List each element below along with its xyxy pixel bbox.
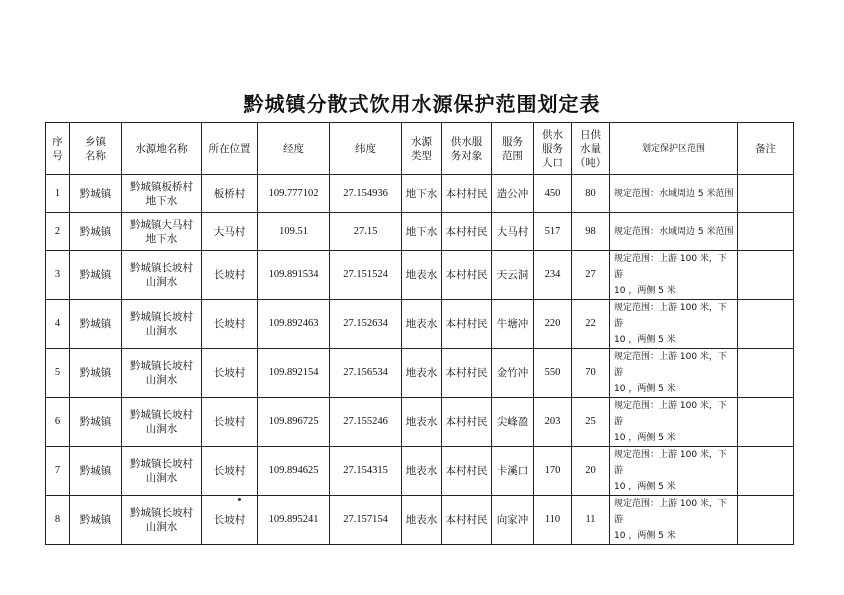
table-row bbox=[46, 175, 794, 213]
cell-source-type: 地下水 bbox=[402, 175, 442, 213]
cell-protection-scope: 规定范围：水域周边 5 米范围 bbox=[610, 175, 738, 213]
cell-location: 大马村 bbox=[202, 213, 258, 251]
cell-source-name: 黔城镇大马村 地下水 bbox=[122, 213, 202, 251]
scan-speck bbox=[238, 498, 241, 501]
cell-daily-volume: 98 bbox=[572, 213, 610, 251]
cell-population: 170 bbox=[534, 447, 572, 496]
cell-population: 234 bbox=[534, 251, 572, 300]
water-source-table bbox=[45, 122, 794, 545]
cell-latitude: 27.154315 bbox=[330, 447, 402, 496]
cell-protection-scope: 规定范围：上游 100 米，下游 10 ，两侧 5 米 bbox=[610, 496, 738, 545]
cell-town: 黔城镇 bbox=[70, 175, 122, 213]
cell-longitude: 109.51 bbox=[258, 213, 330, 251]
header-source-type: 水源 类型 bbox=[402, 123, 442, 175]
table-row bbox=[46, 251, 794, 300]
cell-town: 黔城镇 bbox=[70, 300, 122, 349]
cell-source-name: 黔城镇长坡村 山涧水 bbox=[122, 398, 202, 447]
cell-location: 长坡村 bbox=[202, 300, 258, 349]
cell-protection-scope: 规定范围：上游 100 米，下游 10 ，两侧 5 米 bbox=[610, 447, 738, 496]
cell-population: 450 bbox=[534, 175, 572, 213]
table-row bbox=[46, 349, 794, 398]
header-service-area: 服务 范围 bbox=[492, 123, 534, 175]
cell-service-area: 卡溪口 bbox=[492, 447, 534, 496]
header-remarks: 备注 bbox=[738, 123, 794, 175]
cell-town: 黔城镇 bbox=[70, 398, 122, 447]
cell-daily-volume: 25 bbox=[572, 398, 610, 447]
cell-source-type: 地下水 bbox=[402, 213, 442, 251]
cell-source-type: 地表水 bbox=[402, 447, 442, 496]
cell-supply-target: 本村村民 bbox=[442, 447, 492, 496]
cell-supply-target: 本村村民 bbox=[442, 213, 492, 251]
cell-daily-volume: 70 bbox=[572, 349, 610, 398]
cell-source-type: 地表水 bbox=[402, 251, 442, 300]
cell-longitude: 109.894625 bbox=[258, 447, 330, 496]
cell-source-type: 地表水 bbox=[402, 300, 442, 349]
cell-location: 长坡村 bbox=[202, 447, 258, 496]
cell-seq: 3 bbox=[46, 251, 70, 300]
cell-service-area: 尖峰盈 bbox=[492, 398, 534, 447]
table-row bbox=[46, 496, 794, 545]
header-daily-volume: 日供 水量 （吨） bbox=[572, 123, 610, 175]
cell-remarks bbox=[738, 496, 794, 545]
cell-seq: 2 bbox=[46, 213, 70, 251]
cell-source-type: 地表水 bbox=[402, 398, 442, 447]
cell-seq: 1 bbox=[46, 175, 70, 213]
table-header-row bbox=[46, 123, 794, 175]
cell-daily-volume: 20 bbox=[572, 447, 610, 496]
cell-seq: 8 bbox=[46, 496, 70, 545]
cell-location: 长坡村 bbox=[202, 349, 258, 398]
cell-daily-volume: 22 bbox=[572, 300, 610, 349]
header-town: 乡镇 名称 bbox=[70, 123, 122, 175]
cell-supply-target: 本村村民 bbox=[442, 349, 492, 398]
header-longitude: 经度 bbox=[258, 123, 330, 175]
table-row bbox=[46, 213, 794, 251]
cell-remarks bbox=[738, 447, 794, 496]
cell-latitude: 27.154936 bbox=[330, 175, 402, 213]
cell-supply-target: 本村村民 bbox=[442, 300, 492, 349]
cell-protection-scope: 规定范围：水域周边 5 米范围 bbox=[610, 213, 738, 251]
cell-longitude: 109.892463 bbox=[258, 300, 330, 349]
cell-seq: 4 bbox=[46, 300, 70, 349]
header-protection-scope: 划定保护区范围 bbox=[610, 123, 738, 175]
cell-population: 550 bbox=[534, 349, 572, 398]
cell-latitude: 27.157154 bbox=[330, 496, 402, 545]
cell-location: 长坡村 bbox=[202, 398, 258, 447]
cell-source-name: 黔城镇长坡村 山涧水 bbox=[122, 496, 202, 545]
cell-protection-scope: 规定范围：上游 100 米，下游 10 ，两侧 5 米 bbox=[610, 251, 738, 300]
cell-service-area: 天云洞 bbox=[492, 251, 534, 300]
table-row bbox=[46, 398, 794, 447]
cell-service-area: 金竹冲 bbox=[492, 349, 534, 398]
cell-remarks bbox=[738, 175, 794, 213]
cell-remarks bbox=[738, 300, 794, 349]
cell-remarks bbox=[738, 349, 794, 398]
header-latitude: 纬度 bbox=[330, 123, 402, 175]
cell-latitude: 27.151524 bbox=[330, 251, 402, 300]
cell-source-name: 黔城镇长坡村 山涧水 bbox=[122, 251, 202, 300]
cell-service-area: 牛塘冲 bbox=[492, 300, 534, 349]
cell-daily-volume: 80 bbox=[572, 175, 610, 213]
table-row bbox=[46, 447, 794, 496]
header-supply-target: 供水服 务对象 bbox=[442, 123, 492, 175]
cell-latitude: 27.15 bbox=[330, 213, 402, 251]
cell-population: 220 bbox=[534, 300, 572, 349]
cell-source-name: 黔城镇板桥村 地下水 bbox=[122, 175, 202, 213]
cell-seq: 6 bbox=[46, 398, 70, 447]
cell-supply-target: 本村村民 bbox=[442, 251, 492, 300]
cell-service-area: 大马村 bbox=[492, 213, 534, 251]
cell-source-name: 黔城镇长坡村 山涧水 bbox=[122, 300, 202, 349]
cell-supply-target: 本村村民 bbox=[442, 398, 492, 447]
cell-remarks bbox=[738, 213, 794, 251]
header-population: 供水 服务 人口 bbox=[534, 123, 572, 175]
cell-daily-volume: 27 bbox=[572, 251, 610, 300]
cell-protection-scope: 规定范围：上游 100 米，下游 10 ，两侧 5 米 bbox=[610, 398, 738, 447]
cell-source-name: 黔城镇长坡村 山涧水 bbox=[122, 349, 202, 398]
cell-longitude: 109.895241 bbox=[258, 496, 330, 545]
cell-town: 黔城镇 bbox=[70, 213, 122, 251]
cell-source-type: 地表水 bbox=[402, 496, 442, 545]
cell-daily-volume: 11 bbox=[572, 496, 610, 545]
header-location: 所在位置 bbox=[202, 123, 258, 175]
cell-remarks bbox=[738, 398, 794, 447]
cell-service-area: 造公冲 bbox=[492, 175, 534, 213]
cell-town: 黔城镇 bbox=[70, 496, 122, 545]
cell-latitude: 27.155246 bbox=[330, 398, 402, 447]
cell-protection-scope: 规定范围：上游 100 米，下游 10 ，两侧 5 米 bbox=[610, 349, 738, 398]
cell-town: 黔城镇 bbox=[70, 251, 122, 300]
cell-latitude: 27.152634 bbox=[330, 300, 402, 349]
cell-service-area: 向家冲 bbox=[492, 496, 534, 545]
cell-town: 黔城镇 bbox=[70, 349, 122, 398]
header-source-name: 水源地名称 bbox=[122, 123, 202, 175]
cell-location: 长坡村 bbox=[202, 496, 258, 545]
document-title: 黔城镇分散式饮用水源保护范围划定表 bbox=[243, 92, 601, 116]
cell-longitude: 109.896725 bbox=[258, 398, 330, 447]
cell-supply-target: 本村村民 bbox=[442, 175, 492, 213]
header-seq: 序 号 bbox=[46, 123, 70, 175]
cell-town: 黔城镇 bbox=[70, 447, 122, 496]
cell-seq: 7 bbox=[46, 447, 70, 496]
cell-population: 203 bbox=[534, 398, 572, 447]
cell-longitude: 109.777102 bbox=[258, 175, 330, 213]
cell-location: 板桥村 bbox=[202, 175, 258, 213]
cell-location: 长坡村 bbox=[202, 251, 258, 300]
cell-population: 517 bbox=[534, 213, 572, 251]
cell-source-type: 地表水 bbox=[402, 349, 442, 398]
cell-supply-target: 本村村民 bbox=[442, 496, 492, 545]
cell-protection-scope: 规定范围：上游 100 米，下游 10 ，两侧 5 米 bbox=[610, 300, 738, 349]
cell-population: 110 bbox=[534, 496, 572, 545]
cell-source-name: 黔城镇长坡村 山涧水 bbox=[122, 447, 202, 496]
cell-remarks bbox=[738, 251, 794, 300]
cell-latitude: 27.156534 bbox=[330, 349, 402, 398]
cell-seq: 5 bbox=[46, 349, 70, 398]
cell-longitude: 109.891534 bbox=[258, 251, 330, 300]
table-row bbox=[46, 300, 794, 349]
cell-longitude: 109.892154 bbox=[258, 349, 330, 398]
